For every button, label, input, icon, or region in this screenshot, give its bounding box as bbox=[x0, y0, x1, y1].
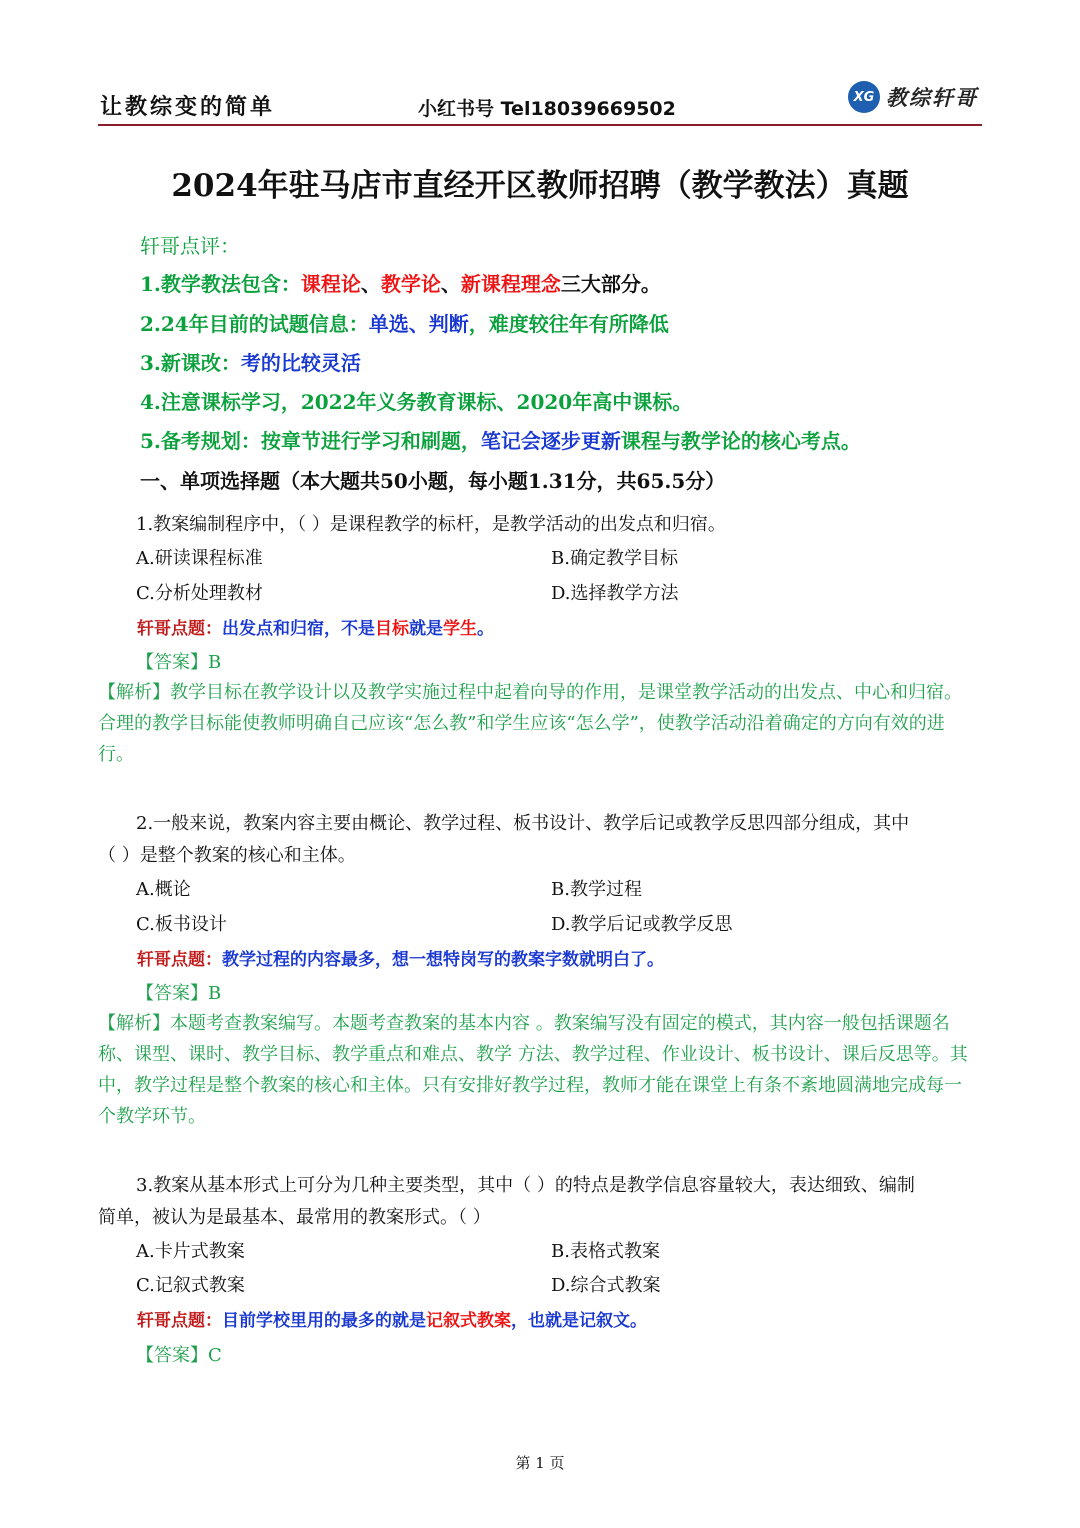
question-1-option-c: C.分析处理教材 bbox=[136, 583, 263, 604]
question-2-option-c: C.板书设计 bbox=[136, 914, 227, 935]
header-contact: 小红书号 Tel18039669502 bbox=[418, 98, 676, 120]
document-title: 2024年驻马店市直经开区教师招聘（教学教法）真题 bbox=[171, 168, 909, 204]
question-2-stem-line2: （ ）是整个教案的核心和主体。 bbox=[98, 845, 356, 866]
question-2-analysis: 【解析】本题考查教案编写。本题考查教案的基本内容 。教案编写没有固定的模式，其内容一般包括课题名称、课型、课时、教学目标、教学重点和难点、教学 方法、教学过程、作业设计、板书设计、课后反思等。其中，教学过程是整个教案的核心和主体。只有安排好教学过程，教师才能在课堂上有条不紊地圆满地完成每一个教学环节。 bbox=[98, 1013, 968, 1127]
question-3-stem-line1: 3.教案从基本形式上可分为几种主要类型，其中（ ）的特点是教学信息容量较大，表达细致、编制 bbox=[136, 1175, 915, 1196]
question-1-stem: 1.教案编制程序中，（ ）是课程教学的标杆，是教学活动的出发点和归宿。 bbox=[136, 514, 726, 535]
logo-badge-icon: XG bbox=[848, 81, 880, 113]
question-1-answer: 【答案】B bbox=[136, 652, 222, 673]
review-point-5: 5.备考规划：按章节进行学习和刷题，笔记会逐步更新课程与教学论的核心考点。 bbox=[140, 429, 861, 453]
question-1-option-a: A.研读课程标准 bbox=[136, 548, 263, 569]
question-1-analysis: 【解析】教学目标在教学设计以及教学实施过程中起着向导的作用，是课堂教学活动的出发点、中心和归宿。合理的教学目标能使教师明确自己应该“怎么教”和学生应该“怎么学”，使教学活动沿着确定的方向有效的进行。 bbox=[98, 682, 962, 765]
question-3-option-a: A.卡片式教案 bbox=[136, 1241, 245, 1262]
question-3-stem-line2: 简单，被认为是最基本、最常用的教案形式。（ ） bbox=[98, 1207, 491, 1228]
page-number: 第 1 页 bbox=[515, 1454, 565, 1472]
page-header bbox=[0, 0, 1080, 130]
review-point-2: 2.24年目前的试题信息：单选、判断，难度较往年有所降低 bbox=[140, 312, 669, 336]
review-point-1: 1.教学教法包含：课程论、教学论、新课程理念三大部分。 bbox=[140, 272, 661, 296]
question-1-tip: 轩哥点题：出发点和归宿，不是目标就是学生。 bbox=[137, 619, 494, 639]
brand-logo bbox=[848, 80, 978, 114]
question-3-option-c: C.记叙式教案 bbox=[136, 1275, 245, 1296]
question-3-tip: 轩哥点题：目前学校里用的最多的就是记叙式教案，也就是记叙文。 bbox=[137, 1311, 647, 1331]
review-heading: 轩哥点评： bbox=[140, 234, 240, 258]
question-2-stem-line1: 2.一般来说，教案内容主要由概论、教学过程、板书设计、教学后记或教学反思四部分组成，其中 bbox=[136, 813, 910, 834]
logo-text: 教综轩哥 bbox=[886, 85, 978, 110]
question-2-option-a: A.概论 bbox=[136, 879, 191, 900]
review-point-4: 4.注意课标学习，2022年义务教育课标、2020年高中课标。 bbox=[140, 390, 693, 414]
header-divider bbox=[98, 124, 982, 126]
header-slogan: 让教综变的简单 bbox=[100, 95, 276, 120]
question-3-answer: 【答案】C bbox=[136, 1345, 222, 1366]
question-2-answer: 【答案】B bbox=[136, 983, 222, 1004]
question-2-tip: 轩哥点题：教学过程的内容最多，想一想特岗写的教案字数就明白了。 bbox=[137, 950, 664, 970]
question-2-option-d: D.教学后记或教学反思 bbox=[551, 914, 733, 935]
question-1-option-d: D.选择教学方法 bbox=[551, 583, 679, 604]
review-point-3: 3.新课改：考的比较灵活 bbox=[140, 351, 361, 375]
question-3-option-b: B.表格式教案 bbox=[551, 1241, 660, 1262]
question-1-option-b: B.确定教学目标 bbox=[551, 548, 678, 569]
question-2-option-b: B.教学过程 bbox=[551, 879, 642, 900]
section-heading: 一、单项选择题（本大题共50小题，每小题1.31分，共65.5分） bbox=[140, 469, 726, 493]
question-3-option-d: D.综合式教案 bbox=[551, 1275, 661, 1296]
